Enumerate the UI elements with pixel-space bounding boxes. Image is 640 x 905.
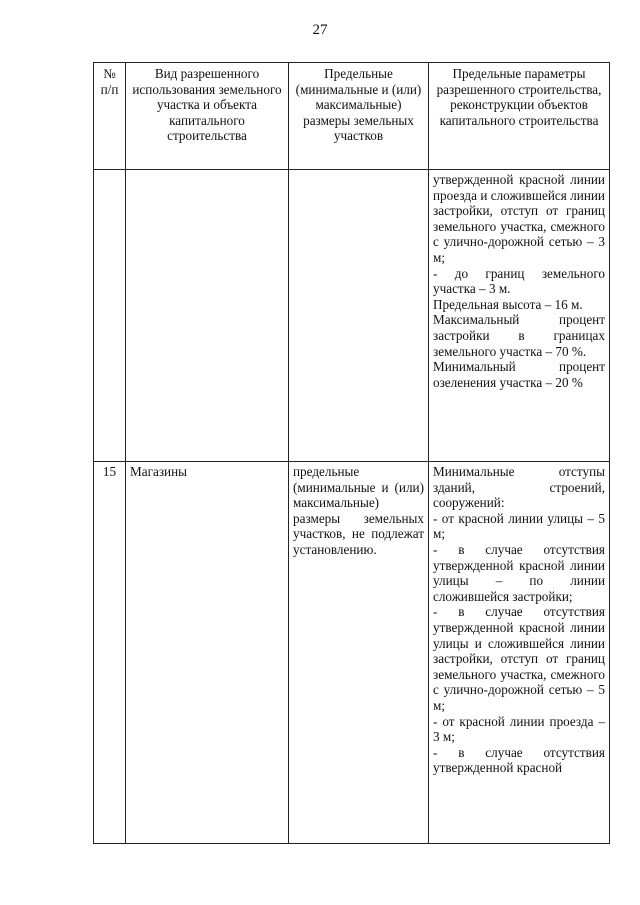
header-use-type: Вид разрешенного использования земельного участка и объекта капитального строительства: [126, 63, 289, 170]
table-row: [94, 170, 610, 462]
param-line: Предельная высота – 16 м.: [433, 296, 583, 312]
page-number: 27: [312, 22, 328, 38]
param-line: - от красной линии улицы – 5 м;: [433, 510, 605, 542]
param-line: Максимальный процент застройки в границах земельного участка – 70 %.: [433, 312, 605, 359]
param-line: Минимальные отступы зданий, строений, сооружений:: [433, 464, 605, 511]
row-build-params: [429, 462, 610, 844]
land-use-table: [93, 62, 610, 844]
row-plot-sizes: [289, 170, 429, 462]
param-line: - в случае отсутствия утвержденной красной линии улицы и сложившейся линии застройки, отступ от границ земельного участка, смежного с улично-дорожной сетью – 5 м;: [433, 604, 605, 713]
param-line: Минимальный процент озеленения участка – 20 %: [433, 359, 605, 390]
header-plot-sizes: Предельные (минимальные и (или) максимальные) размеры земельных участков: [289, 63, 429, 170]
row-use-type: [126, 170, 289, 462]
header-num: № п/п: [94, 63, 126, 170]
row-plot-sizes: предельные (минимальные и (или) максимальные) размеры земельных участков, не подлежат установлению.: [289, 462, 429, 844]
row-build-params: [429, 170, 610, 462]
param-line: - в случае отсутствия утвержденной красной линии улицы – по линии сложившейся застройки;: [433, 541, 605, 604]
header-build-params: Предельные параметры разрешенного строительства, реконструкции объектов капитального строительства: [429, 63, 610, 170]
param-line: - в случае отсутствия утвержденной красной: [433, 744, 605, 776]
table-header-row: [94, 63, 610, 170]
row-use-type: Магазины: [126, 462, 289, 844]
row-num: 15: [94, 462, 126, 844]
row-num: [94, 170, 126, 462]
table-row: [94, 462, 610, 844]
param-line: - от красной линии проезда – 3 м;: [433, 713, 605, 745]
param-line: утвержденной красной линии проезда и сложившейся линии застройки, отступ от границ земельного участка, смежного с улично-дорожной сетью – 3 м;: [433, 172, 605, 265]
param-line: - до границ земельного участка – 3 м.: [433, 265, 605, 297]
